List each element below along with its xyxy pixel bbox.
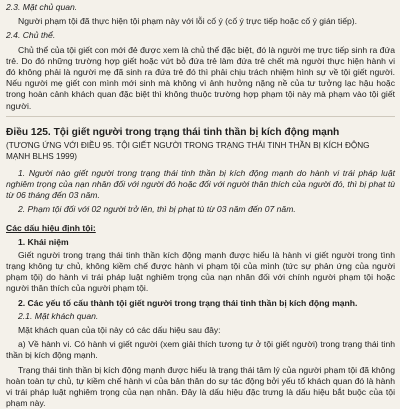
paragraph-subject: Chủ thể của tội giết con mới đẻ được xem là chủ thể đặc biệt, đó là người mẹ trực tiếp sinh ra đứa trẻ. Do đó những trường hợp giết hoặc vứt bỏ đứa trẻ làm đứa trẻ chết mà người thực hiện hành vi đó không phải là người mẹ đã sinh ra đứa trẻ đó thì phải chịu trách nhiệm hình sự về tội giết người. Nếu người mẹ giết con mình mới sinh mà không vì ảnh hưởng nặng nề của tư tưởng lạc hậu hoặc trong hoàn cảnh khách quan đặc biệt thì không thuộc trường hợp phạm tội này mà phạm vào tội giết người. [6, 44, 395, 111]
article-title: Điều 125. Tội giết người trong trạng thái tinh thần bị kích động mạnh [6, 126, 340, 138]
section-heading-2-3: 2.3. Mặt chủ quan. [6, 2, 78, 12]
article-reference: (TƯƠNG ỨNG VỚI ĐIỀU 95. TỘI GIẾT NGƯỜI TRONG TRẠNG THÁI TINH THẦN BỊ KÍCH ĐỘNG MẠNH BLHS 1999) [6, 141, 370, 161]
elements-heading: 2. Các yếu tố cấu thành tội giết người trong trạng thái tinh thần bị kích động mạnh. [18, 297, 358, 308]
clause-1: 1. Người nào giết người trong trạng thái tinh thần bị kích động mạnh do hành vi trái pháp luật nghiêm trọng của nạn nhân đối với người đó hoặc đối với người thân thích của người đó, thì bị phạt tù từ 06 tháng đến 03 năm. [6, 167, 395, 200]
concept-paragraph: Giết người trong trạng thái tinh thần kích động mạnh được hiểu là hành vi giết người trong tình trạng không tự chủ, không kiềm chế được hành vi phạm tội của mình (tức sự phản ứng của người phạm tội) do hành vi trái pháp luật nghiêm trọng của nạn nhân đối với chính người phạm tội hoặc người thân thích của người phạm tội. [6, 249, 395, 294]
criteria-heading: Các dấu hiệu định tội: [6, 223, 96, 234]
clause-2: 2. Phạm tội đối với 02 người trở lên, thì bị phạt tù từ 03 năm đến 07 năm. [18, 204, 296, 215]
concept-heading: 1. Khái niệm [18, 236, 69, 247]
state-paragraph: Trạng thái tinh thần bị kích động mạnh được hiểu là trạng thái tâm lý của người phạm tội đã không hoàn toàn tự chủ, tự kiềm chế hành vi của bản thân do sự tác động bởi yếu tố khách quan đó là hành vi trái pháp luật nghiêm trọng của nạn nhân. Đây là dấu hiệu đặc trưng là dấu hiệu bắt buộc của tội phạm này. [6, 364, 395, 409]
divider [6, 116, 395, 117]
section-heading-2-1: 2.1. Mặt khách quan. [18, 310, 99, 321]
paragraph-subjective: Người phạm tội đã thực hiện tội phạm này với lỗi cố ý (cố ý trực tiếp hoặc cố ý gián tiếp). [18, 16, 358, 27]
section-heading-2-4: 2.4. Chủ thể. [6, 30, 56, 41]
objective-intro: Mặt khách quan của tội này có các dấu hiệu sau đây: [18, 324, 221, 335]
behavior-paragraph: a) Về hành vi. Có hành vi giết người (xem giải thích tương tự ở tội giết người) trong trạng thái tinh thần bị kích động mạnh. [6, 339, 395, 361]
